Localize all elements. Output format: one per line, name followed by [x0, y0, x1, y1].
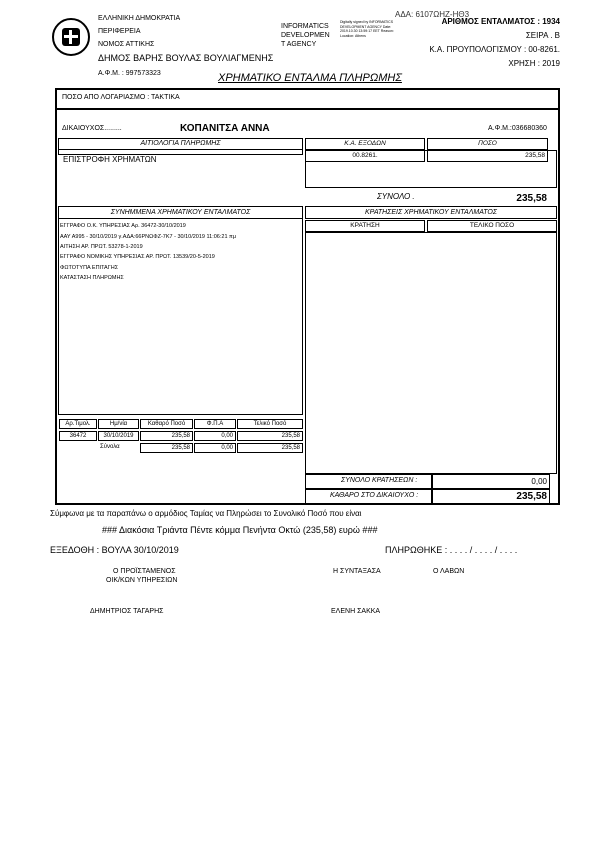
receiver-title: Ο ΛΑΒΩΝ	[433, 568, 465, 575]
beneficiary-afm: Α.Φ.Μ.:036680360	[488, 125, 547, 132]
issuer-line-1: ΕΛΛΗΝΙΚΗ ΔΗΜΟΚΡΑΤΙΑ	[98, 15, 181, 22]
head-name: ΔΗΜΗΤΡΙΟΣ ΤΑΓΑΡΗΣ	[90, 608, 164, 615]
invoice-header: Αρ.Τιμολ.	[59, 419, 97, 429]
net-value: 235,58	[516, 491, 547, 502]
ada-code: ΑΔΑ: 6107ΩΗΖ-ΗΘ3	[395, 10, 470, 19]
issuer-line-3: ΝΟΜΟΣ ΑΤΤΙΚΗΣ	[98, 41, 155, 48]
invoice-totals-label: Σύνολα	[100, 444, 120, 450]
amount-in-words: ### Διακόσια Τριάντα Πέντε κόμμα Πενήντα Οκτώ (235,58) ευρώ ###	[102, 525, 378, 535]
invoice-header: Ημ/νία	[98, 419, 139, 429]
invoice-total-cell: 235,58	[237, 443, 303, 453]
municipality-name: ΔΗΜΟΣ ΒΑΡΗΣ ΒΟΥΛΑΣ ΒΟΥΛΙΑΓΜΕΝΗΣ	[98, 53, 274, 63]
invoice-cell: 36472	[59, 431, 97, 441]
total-label: ΣΥΝΟΛΟ .	[377, 192, 415, 201]
fiscal-year: ΧΡΗΣΗ : 2019	[508, 59, 560, 68]
head-title-1: Ο ΠΡΟΪΣΤΑΜΕΝΟΣ	[113, 568, 176, 575]
net-label: ΚΑΘΑΡΟ ΣΤΟ ΔΙΚΑΙΟΥΧΟ :	[330, 492, 419, 499]
attached-item: ΑΙΤΗΣΗ ΑΡ. ΠΡΩΤ. 53278-1-2019	[60, 244, 143, 250]
attached-item: ΚΑΤΑΣΤΑΣΗ ΠΛΗΡΩΜΗΣ	[60, 275, 124, 281]
withholding-final-header: ΤΕΛΙΚΟ ΠΟΣΟ	[427, 220, 557, 232]
attached-item: ΑΑΥ Α995 - 30/10/2019 γ.ΑΔΑ:66ΡΝΩΦΖ-7Κ7 - 30/10/2019 11:06:21 πμ	[60, 234, 236, 240]
invoice-cell: 30/10/2019	[98, 431, 139, 441]
withholdings-total-label: ΣΥΝΟΛΟ ΚΡΑΤΗΣΕΩΝ :	[341, 477, 418, 484]
withholdings-total-value: 0,00	[531, 477, 547, 486]
agency-line-3: T AGENCY	[281, 41, 317, 48]
expense-code: 00.8261.	[305, 150, 425, 162]
document-title: ΧΡΗΜΑΤΙΚΟ ΕΝΤΑΛΜΑ ΠΛΗΡΩΜΗΣ	[218, 72, 402, 84]
order-series: ΣΕΙΡΑ . Β	[525, 31, 560, 40]
order-number: ΑΡΙΘΜΟΣ ΕΝΤΑΛΜΑΤΟΣ : 1934	[441, 17, 560, 26]
issuer-afm: Α.Φ.Μ. : 997573323	[98, 70, 161, 77]
withholdings-box	[305, 232, 557, 474]
cause-header: ΑΙΤΙΟΛΟΓΙΑ ΠΛΗΡΩΜΗΣ	[58, 138, 303, 150]
attached-header: ΣΥΝΗΜΜΕΝΑ ΧΡΗΜΑΤΙΚΟΥ ΕΝΤΑΛΜΑΤΟΣ	[58, 206, 303, 219]
attached-item: ΦΩΤΟΤΥΠΑ ΕΠΙΤΑΓΗΣ	[60, 265, 119, 271]
greek-emblem-logo	[52, 18, 90, 56]
expense-code-header: Κ.Α. ΕΞΟΔΩΝ	[305, 138, 425, 150]
issuer-line-2: ΠΕΡΙΦΕΡΕΙΑ	[98, 28, 141, 35]
invoice-header: Φ.Π.Α	[194, 419, 236, 429]
invoice-header: Καθαρό Ποσό	[140, 419, 193, 429]
digital-signature-note: Digitally signed by INFORMATICS DEVELOPMENT AGENCY Date: 2019.10.30 13:59:17 EET Reason: Location: Athens	[340, 20, 394, 38]
account-line: ΠΟΣΟ ΑΠΟ ΛΟΓΑΡΙΑΣΜΟ : ΤΑΚΤΙΚΑ	[62, 94, 180, 101]
invoice-header: Τελικό Ποσό	[237, 419, 303, 429]
total-value: 235,58	[516, 193, 547, 204]
invoice-total-cell: 0,00	[194, 443, 236, 453]
divider	[56, 108, 559, 110]
invoice-total-cell: 235,58	[140, 443, 193, 453]
expense-amount-header: ΠΟΣΟ	[427, 138, 548, 150]
beneficiary-label: ΔΙΚΑΙΟΥΧΟΣ.........	[62, 125, 122, 132]
drafter-name: ΕΛΕΝΗ ΣΑΚΚΑ	[331, 608, 381, 615]
paid-date: ΠΛΗΡΩΘΗΚΕ : . . . . / . . . . / . . . .	[385, 545, 518, 555]
drafter-title: Η ΣΥΝΤΑΞΑΣΑ	[333, 568, 381, 575]
payment-instruction: Σύμφωνα με τα παραπάνω ο αρμόδιος Ταμίας να Πληρώσει το Συνολικό Ποσό που είναι	[50, 509, 362, 518]
invoice-cell: 235,58	[140, 431, 193, 441]
attached-item: ΕΓΓΡΑΦΟ ΝΟΜΙΚΗΣ ΥΠΗΡΕΣΙΑΣ ΑΡ. ΠΡΩΤ. 13539/20-5-2019	[60, 254, 215, 260]
agency-line-1: INFORMATICS	[281, 23, 329, 30]
attached-item: ΕΓΓΡΑΦΟ Ο.Κ. ΥΠΗΡΕΣΙΑΣ Αρ. 36472-30/10/2019	[60, 223, 186, 229]
agency-line-2: DEVELOPMEN	[281, 32, 330, 39]
invoice-cell: 235,58	[237, 431, 303, 441]
issued-date: ΕΞΕΔΟΘΗ : ΒΟΥΛΑ 30/10/2019	[50, 545, 179, 555]
cause-text: ΕΠΙΣΤΡΟΦΗ ΧΡΗΜΑΤΩΝ	[63, 155, 157, 164]
withholdings-header: ΚΡΑΤΗΣΕΙΣ ΧΡΗΜΑΤΙΚΟΥ ΕΝΤΑΛΜΑΤΟΣ	[305, 206, 557, 219]
expense-amount: 235,58	[427, 150, 548, 162]
withholding-col-header: ΚΡΑΤΗΣΗ	[305, 220, 425, 232]
beneficiary-name: ΚΟΠΑΝΙΤΣΑ ΑΝΝΑ	[180, 123, 270, 134]
budget-code: Κ.Α. ΠΡΟΥΠΟΛΟΓΙΣΜΟΥ : 00-8261.	[429, 45, 560, 54]
invoice-cell: 0,00	[194, 431, 236, 441]
head-title-2: ΟΙΚ/ΚΩΝ ΥΠΗΡΕΣΙΩΝ	[106, 577, 178, 584]
